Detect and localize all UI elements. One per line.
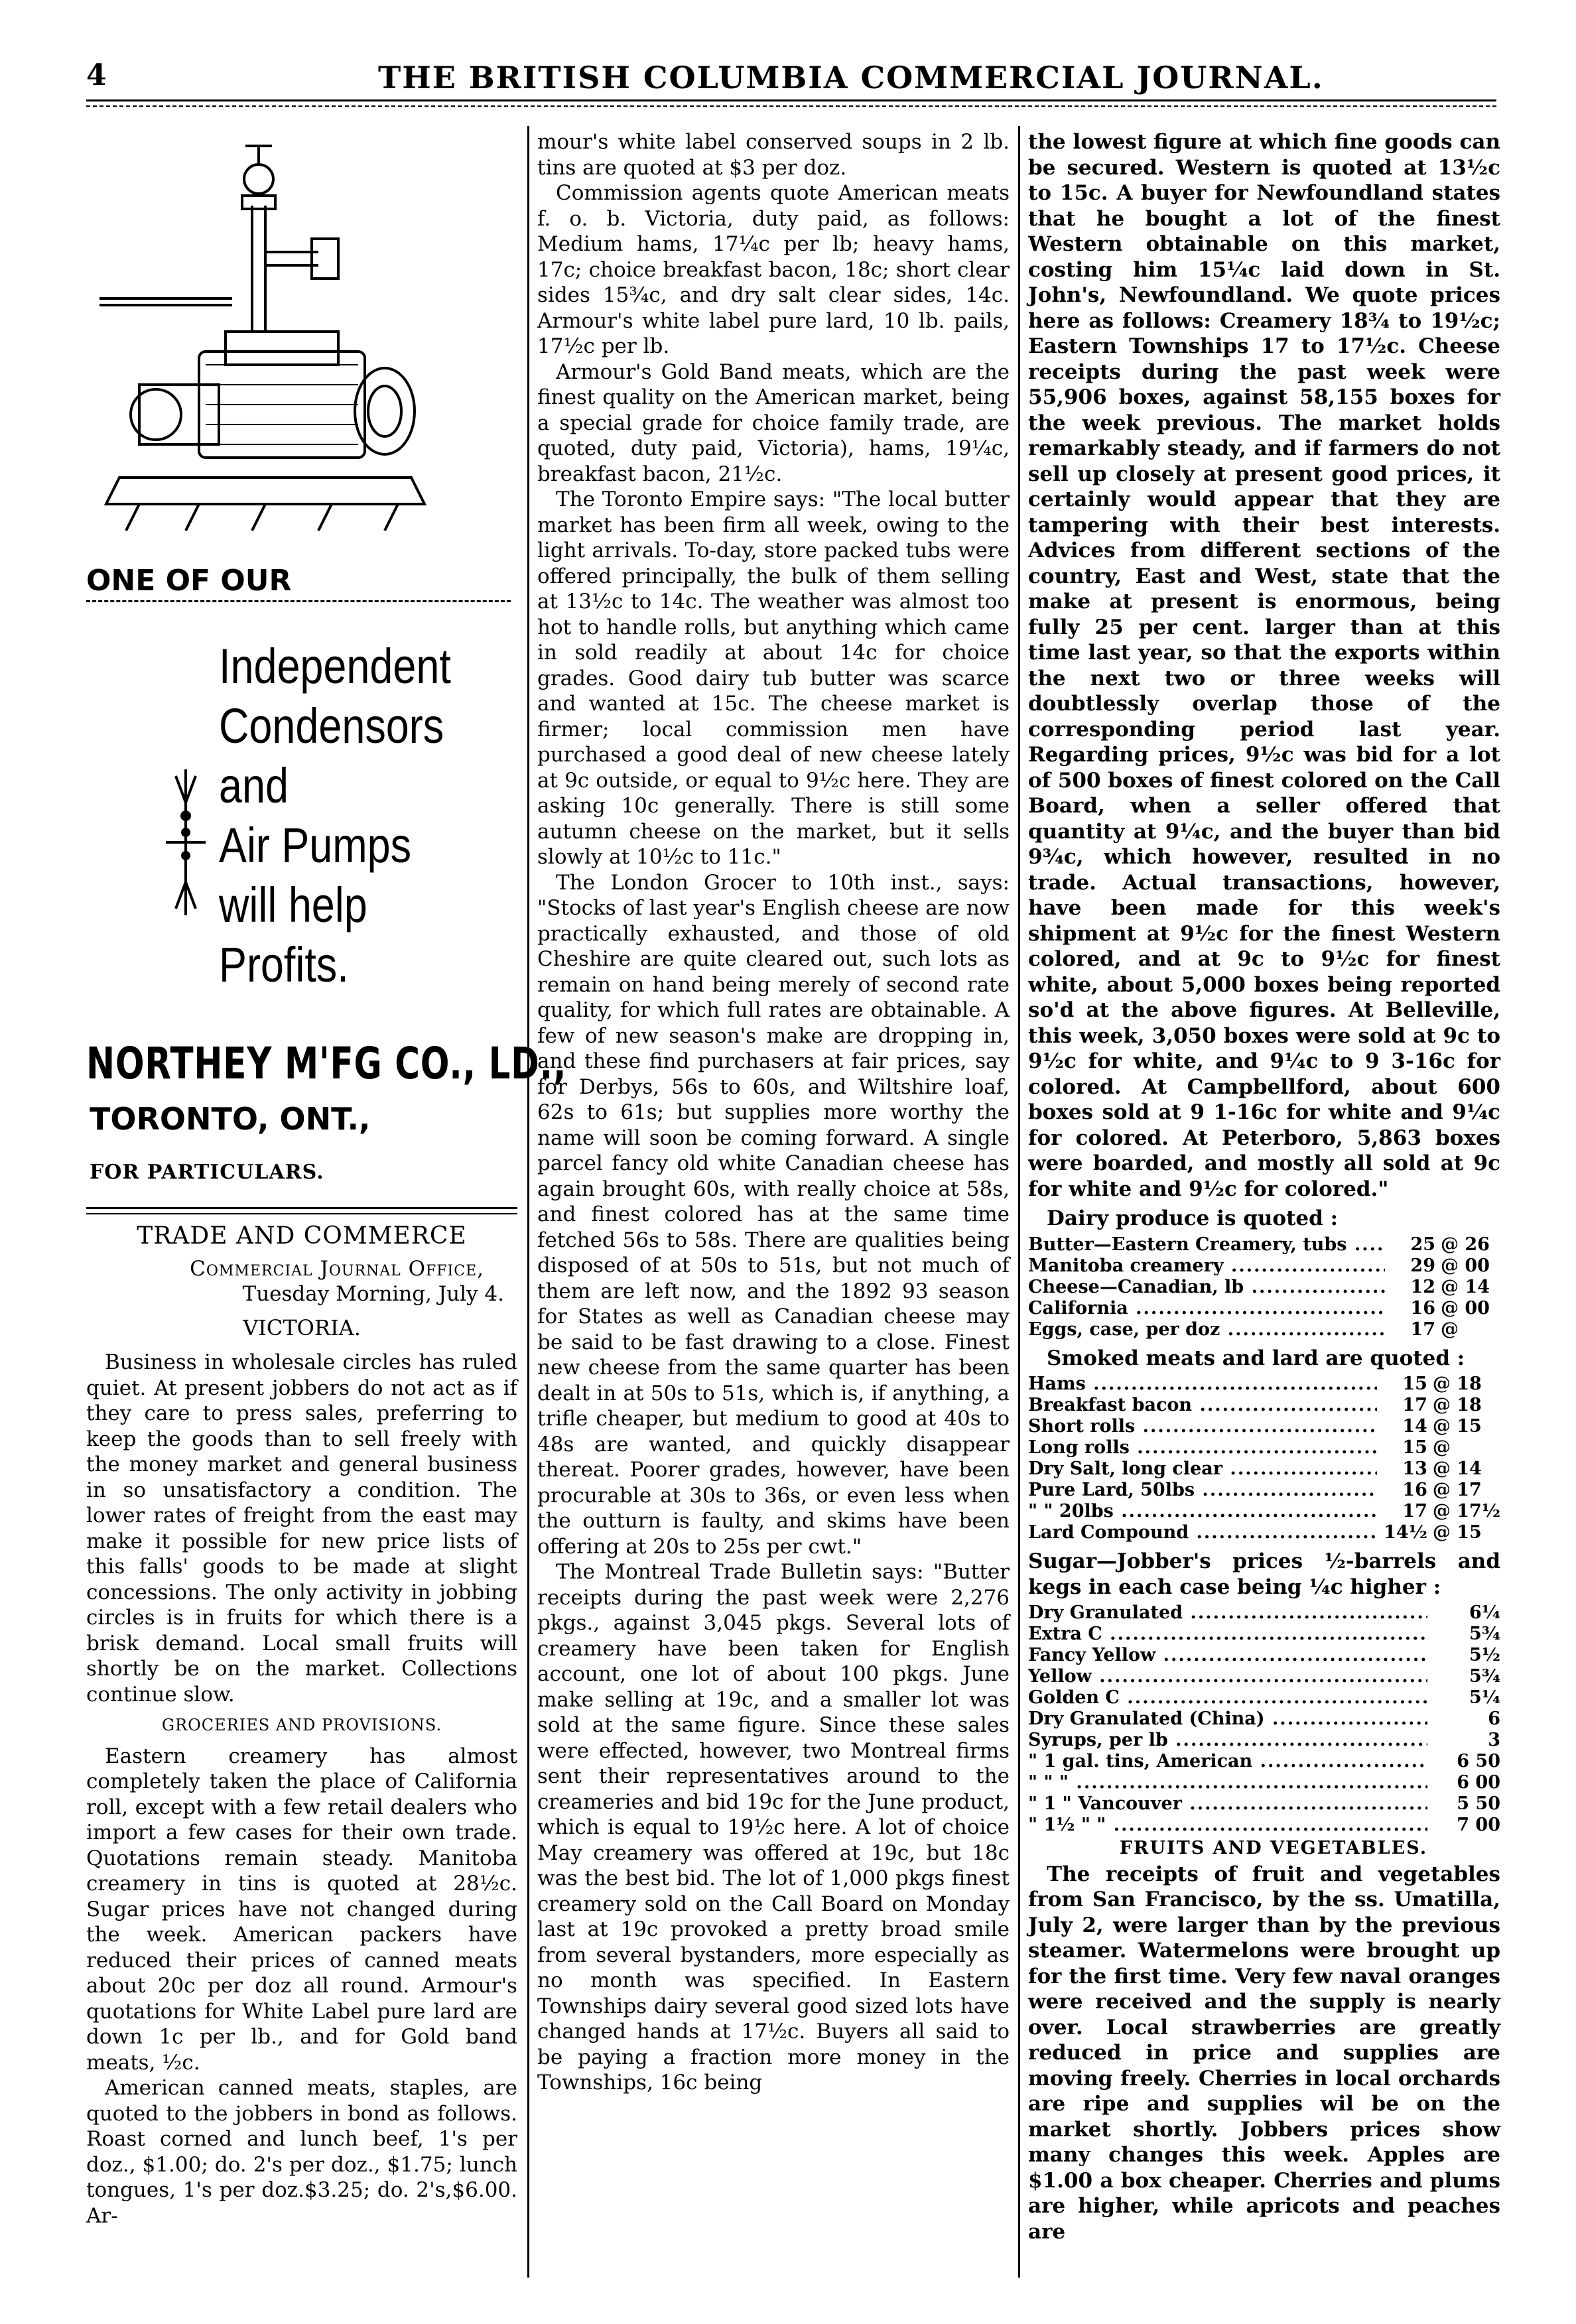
price-row: [1028, 1602, 1500, 1624]
price-label: Lard Compound .....: [1028, 1522, 1377, 1543]
price-value-high: @ 18: [1432, 1374, 1482, 1394]
price-row: [1028, 1624, 1500, 1645]
journal-title: THE BRITISH COLUMBIA COMMERCIAL JOURNAL.: [378, 60, 1324, 96]
price-value-high: @ 17½: [1432, 1501, 1500, 1521]
ad-for-particulars: FOR PARTICULARS.: [90, 1161, 324, 1184]
paragraph: Commission agents quote American meats f. o. b. Victoria, duty paid, as follows: Medium hams, 17¼c per lb; heavy hams, 17c; choice breakfast bacon, 18c; short clear sides 15¾c, and dry salt clear sides, 14c. Armour's white label pure lard, 10 lb. pails, 17½c per lb.: [537, 181, 1010, 358]
price-label: Breakfast bacon .....: [1028, 1395, 1377, 1416]
ad-bottom-rule: [86, 1207, 517, 1214]
price-value: 17: [1410, 1319, 1435, 1340]
price-row: [1028, 1234, 1500, 1256]
price-label: Long rolls .....: [1028, 1437, 1377, 1458]
column-3: [1028, 129, 1500, 2244]
price-label: " 1 " Vancouver .....: [1028, 1793, 1427, 1815]
price-row: [1028, 1374, 1500, 1395]
page-header: [86, 53, 1490, 99]
price-value-high: @ 17: [1432, 1480, 1482, 1500]
paragraph: mour's white label conserved soups in 2 lb. tins are quoted at $3 per doz.: [537, 130, 1010, 180]
price-row: [1028, 1772, 1500, 1793]
price-value: 6¼: [1469, 1602, 1500, 1623]
price-label: Butter—Eastern Creamery, tubs .....: [1028, 1234, 1385, 1256]
price-label: Dry Granulated .....: [1028, 1602, 1427, 1624]
price-value: 5 50: [1457, 1793, 1500, 1814]
price-label: " 1½ " " .....: [1028, 1815, 1427, 1836]
price-value-high: @ 15: [1432, 1416, 1482, 1437]
paragraph: The Montreal Trade Bulletin says: "Butter receipts during the past week were 2,276 pkgs., against 3,045 pkgs. Several lots of creamery have been taken for English account, one lot of about 100 pkgs. June make selling at 19c, and a smaller lot was sold at the same figure. Since these sales were effected, however, two Montreal firms sent their representatives around to the creameries and bid 19c for the June product, which is equal to 19½c here. A lot of choice May creamery was offered at 19c, but 18c was the best bid. The lot of 1,000 pkgs finest creamery sold on the Call Board on Monday last at 19c provoked a pretty broad smile from several bystanders, more especially as no month was specified. In Eastern Townships dairy several good sized lots have changed hands at 17½c. Buyers all said to be paying a fraction more money in the Townships, 16c being: [537, 1560, 1010, 2095]
ad-one-of-our: ONE OF OUR: [86, 564, 292, 598]
price-row: [1028, 1645, 1500, 1666]
price-row: [1028, 1730, 1500, 1751]
price-label: Dry Granulated (China) .....: [1028, 1709, 1427, 1730]
price-value: 14: [1402, 1416, 1427, 1437]
price-row: [1028, 1277, 1500, 1298]
dairy-price-table: [1028, 1234, 1500, 1340]
price-value: 15: [1402, 1437, 1427, 1458]
price-value: 13: [1402, 1458, 1427, 1479]
price-value: 5¾: [1469, 1666, 1500, 1687]
price-label: California .....: [1028, 1298, 1385, 1319]
price-value-high: @ 15: [1432, 1522, 1482, 1543]
page-number: 4: [86, 58, 107, 92]
price-row: [1028, 1395, 1500, 1416]
paragraph: Business in wholesale circles has ruled quiet. At present jobbers do not act as if they care to press sales, preferring to keep the goods than to sell freely with the money market and general business in so unsatisfactory a condition. The lower rates of freight from the east may make it possible for new price lists of this falls' goods to be made at slight concessions. The only activity in jobbing circles is in fruits for which there is a brisk demand. Local small fruits will shortly be on the market. Collections continue slow.: [86, 1350, 517, 1707]
paragraph: Armour's Gold Band meats, which are the finest quality on the American market, being a special grade for choice family trade, are quoted, duty paid, Victoria), hams, 19¼c, breakfast bacon, 21½c.: [537, 359, 1010, 486]
price-label: Extra C .....: [1028, 1624, 1427, 1645]
price-value: 29: [1410, 1255, 1435, 1276]
price-value: 5½: [1469, 1645, 1500, 1665]
price-label: Syrups, per lb .....: [1028, 1730, 1427, 1751]
ad-company-name: NORTHEY M'FG CO., LD.,: [86, 1038, 567, 1089]
price-row: [1028, 1522, 1500, 1543]
price-value: 14½: [1384, 1522, 1427, 1543]
dateline-office: Commercial Journal Office,: [190, 1256, 484, 1281]
column-1: [86, 1224, 517, 2228]
price-value: 25: [1410, 1234, 1435, 1255]
price-label: Eggs, case, per doz .....: [1028, 1319, 1385, 1340]
price-value-high: @: [1432, 1437, 1451, 1458]
ad-line-condensors: Condensors: [219, 698, 444, 753]
price-value: 5¼: [1469, 1687, 1500, 1708]
price-row: [1028, 1815, 1500, 1836]
price-label: Golden C .....: [1028, 1687, 1427, 1709]
paragraph: The receipts of fruit and vegetables from San Francisco, by the ss. Umatilla, July 2, were larger than by the previous steamer. Watermelons were brought up for the first time. Very few naval oranges were received and the supply is nearly over. Local strawberries are greatly reduced in price and supplies are moving freely. Cherries in local orchards are ripe and supplies wil be on the market shortly. Jobbers prices show many changes this week. Apples are $1.00 a box cheaper. Cherries and plums are higher, while apricots and peaches are: [1028, 1862, 1500, 2244]
price-value: 16: [1410, 1297, 1435, 1319]
ad-line-and: and: [219, 758, 289, 813]
price-row: [1028, 1687, 1500, 1709]
price-value-high: @ 14: [1441, 1276, 1490, 1297]
price-row: [1028, 1256, 1500, 1277]
price-value: 6 50: [1457, 1751, 1500, 1772]
column-rule-1: [527, 126, 529, 2278]
ornament-icon: [159, 763, 212, 922]
price-value: 3: [1488, 1730, 1500, 1750]
price-label: Yellow .....: [1028, 1666, 1427, 1687]
price-value-high: @ 18: [1432, 1395, 1482, 1415]
price-label: Hams .....: [1028, 1374, 1377, 1395]
price-row: [1028, 1416, 1500, 1437]
price-value: 6: [1488, 1709, 1500, 1729]
sugar-heading: Sugar—Jobber's prices ½-barrels and kegs in each case being ¼c higher :: [1028, 1549, 1500, 1599]
sugar-price-table: [1028, 1602, 1500, 1836]
pump-illustration: [99, 133, 431, 544]
price-row: [1028, 1458, 1500, 1480]
dateline-date: Tuesday Morning, July 4.: [242, 1282, 504, 1306]
price-value-high: @ 14: [1432, 1458, 1482, 1479]
paragraph: The London Grocer to 10th inst., says: "Stocks of last year's English cheese are now practically exhausted, and those of old Cheshire are quite cleared out, such lots as remain on hand being merely of second rate quality, for which full rates are obtainable. A few of new season's make are dropping in, and these find purchasers at fair prices, say for Derbys, 56s to 60s, and Wiltshire loaf, 62s to 61s; but supplies more worthy the name will soon be coming forward. A single parcel fancy old white Canadian cheese has again brought 60s, with really choice at 58s, and finest colored has at the same time fetched 56s to 58s. There are qualities being disposed of at 50s to 51s, but not much of them are left now, and the 1892 93 season for States as well as Canadian cheese may be said to be fast drawing to a close. Finest new cheese from the same quarter has been dealt in at 50s to 51s, which is, if anything, a trifle cheaper, but medium to good at 40s to 48s are wanted, and quickly disappear thereat. Poorer grades, however, have been procurable at 30s to 36s, or even less when the outturn is faulty, and skims have been offering at 20s to 25s per cwt.": [537, 870, 1010, 1559]
price-row: [1028, 1709, 1500, 1730]
ad-line-air-pumps: Air Pumps: [219, 818, 412, 873]
paragraph: Eastern creamery has almost completely taken the place of California roll, except with a few retail dealers who import a few cases for their own trade. Quotations remain steady. Manitoba creamery in tins is quoted at 28½c. Sugar prices have not changed during the week. American packers have reduced their prices of canned meats about 20c per doz all round. Armour's quotations for White Label pure lard are down 1c per lb., and for Gold band meats, ½c.: [86, 1744, 517, 2075]
price-label: Pure Lard, 50lbs .....: [1028, 1480, 1377, 1501]
price-label: Manitoba creamery .....: [1028, 1256, 1385, 1277]
ad-line-profits: Profits.: [219, 937, 349, 992]
paragraph: the lowest figure at which fine goods can be secured. Western is quoted at 13½c to 15c. A buyer for Newfoundland states that he bought a lot of the finest Western obtainable on this market, costing him 15¼c laid down in St. John's, Newfoundland. We quote prices here as follows: Creamery 18¾ to 19½c; Eastern Townships 17 to 17½c. Cheese receipts during the past week were 55,906 boxes, against 58,155 boxes for the week previous. The market holds remarkably steady, and if farmers do not sell up closely at present good prices, it certainly would appear that they are tampering with their best interests. Advices from different sections of the country, East and West, state that the make at present is enormous, being fully 25 per cent. larger than at this time last year, so that the exports within the next two or three weeks will doubtlessly overlap those of the corresponding period last year. Regarding prices, 9½c was bid for a lot of 500 boxes of finest colored on the Call Board, when a seller offered that quantity at 9¼c, and the buyer than bid 9¾c, which however, resulted in no trade. Actual transactions, however, have been made for this week's shipment at 9½c for the finest Western colored, and at 9c to 9½c for finest white, about 5,000 boxes being reported so'd at the above figures. At Belleville, this week, 3,050 boxes were sold at 9c to 9½c for white, and 9¼c to 9 3-16c for colored. At Campbellford, about 600 boxes sold at 9 1-16c for white and 9¼c for colored. At Peterboro, 5,863 boxes were boarded, and mostly all sold at 9c for white and 9½c for colored.": [1028, 130, 1500, 1201]
price-value: 5¾: [1469, 1624, 1500, 1644]
smoked-heading: Smoked meats and lard are quoted :: [1047, 1346, 1465, 1370]
price-row: [1028, 1480, 1500, 1501]
price-value: 17: [1402, 1501, 1427, 1521]
paragraph: American canned meats, staples, are quoted to the jobbers in bond as follows. Roast corned and lunch beef, 1's per doz., $1.00; do. 2's per doz., $1.75; lunch tongues, 1's per doz.$3.25; do. 2's,$6.00. Ar-: [86, 2076, 517, 2228]
ad-line-will-help: will help: [219, 877, 367, 933]
column-rule-2: [1018, 126, 1020, 2278]
section-title: TRADE AND COMMERCE: [137, 1222, 467, 1250]
price-row: [1028, 1666, 1500, 1687]
price-value-high: @ 26: [1441, 1234, 1490, 1255]
price-value: 17: [1402, 1395, 1427, 1415]
column-2: [537, 129, 1010, 2096]
price-value: 6 00: [1457, 1772, 1500, 1793]
dairy-heading: Dairy produce is quoted :: [1047, 1206, 1339, 1230]
price-label: " 1 gal. tins, American .....: [1028, 1751, 1427, 1772]
price-value: 7 00: [1457, 1815, 1500, 1835]
price-row: [1028, 1501, 1500, 1522]
smoked-price-table: [1028, 1374, 1500, 1543]
price-value-high: @ 00: [1441, 1297, 1490, 1319]
paragraph: The Toronto Empire says: "The local butter market has been firm all week, owing to the light arrivals. To-day, store packed tubs were offered principally, the bulk of them selling at 13½c to 14c. The weather was almost too hot to handle rolls, but anything which came in sold readily at about 14c for choice grades. Good dairy tub butter was scarce and wanted at 15c. The cheese market is firmer; local commission men have purchased a good deal of new cheese lately at 9c outside, or equal to 9½c here. They are asking 10c generally. There is still some autumn cheese on the market, but it sells slowly at 10½c to 11c.": [537, 487, 1010, 869]
fruits-heading: FRUITS AND VEGETABLES.: [1119, 1838, 1428, 1858]
price-label: Cheese—Canadian, lb .....: [1028, 1277, 1385, 1298]
price-row: [1028, 1298, 1500, 1319]
price-row: [1028, 1319, 1500, 1340]
price-label: " " " .....: [1028, 1772, 1427, 1793]
price-value: 12: [1410, 1276, 1435, 1297]
price-row: [1028, 1751, 1500, 1772]
ad-divider: [86, 600, 511, 608]
price-value: 16: [1402, 1480, 1427, 1500]
ad-line-independent: Independent: [219, 639, 451, 694]
ad-city: TORONTO, ONT.,: [90, 1101, 371, 1137]
price-value-high: @ 00: [1441, 1255, 1490, 1276]
price-row: [1028, 1793, 1500, 1815]
dateline-place: VICTORIA.: [243, 1315, 361, 1340]
price-label: Fancy Yellow .....: [1028, 1645, 1427, 1666]
price-value-high: @: [1441, 1319, 1459, 1340]
header-rule: [86, 99, 1496, 107]
subhead-groceries: GROCERIES AND PROVISIONS.: [161, 1716, 442, 1734]
price-row: [1028, 1437, 1500, 1458]
price-label: " " 20lbs .....: [1028, 1501, 1377, 1522]
price-label: Dry Salt, long clear .....: [1028, 1458, 1377, 1480]
price-label: Short rolls .....: [1028, 1416, 1377, 1437]
price-value: 15: [1402, 1374, 1427, 1394]
